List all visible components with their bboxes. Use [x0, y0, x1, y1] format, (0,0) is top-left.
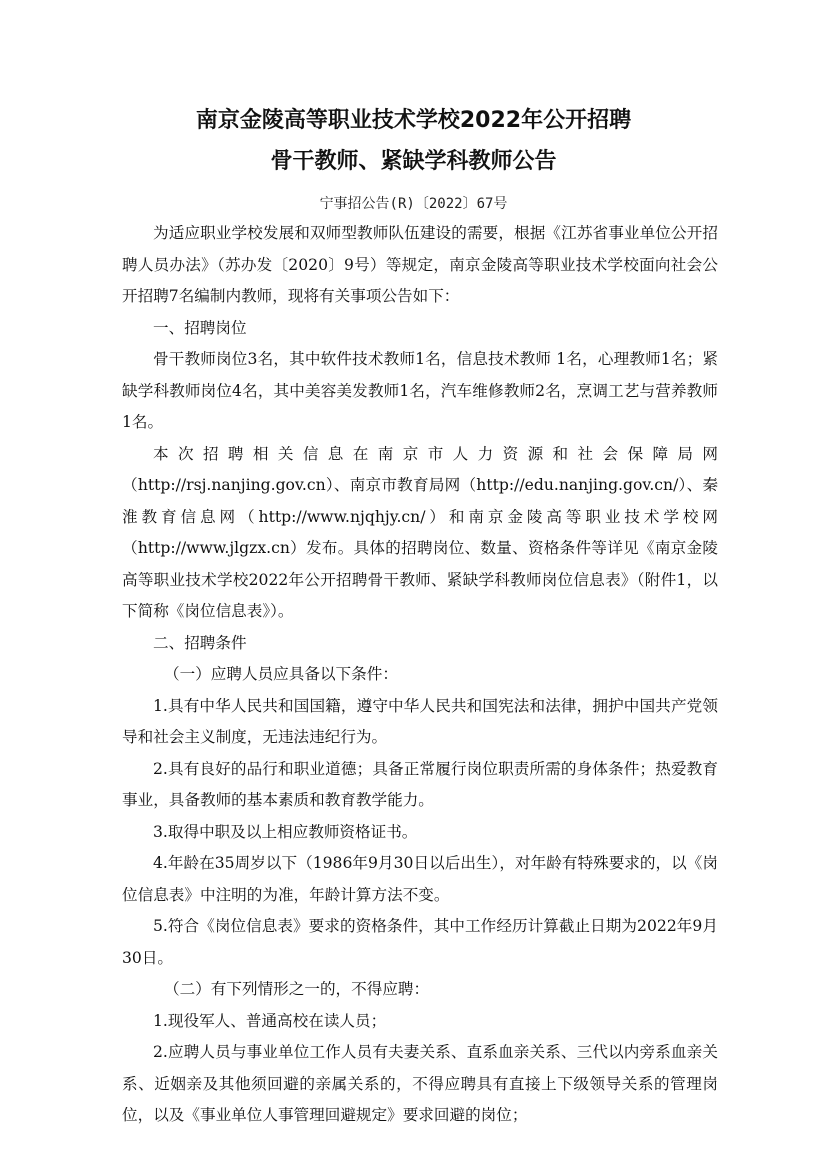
list-item-exclusion-2: 2.应聘人员与事业单位工作人员有夫妻关系、直系血亲关系、三代以内旁系血亲关系、近姻亲及其他须回避的亲属关系的，不得应聘具有直接上下级领导关系的管理岗位，以及《事业单位人事管理回避规定》要求回避的岗位；	[122, 1043, 718, 1124]
list-item-requirement-4: 4.年龄在35周岁以下（1986年9月30日以后出生），对年龄有特殊要求的，以《岗位信息表》中注明的为准，年龄计算方法不变。	[122, 854, 718, 904]
section-heading-positions: 一、招聘岗位	[153, 318, 247, 337]
paragraph-intro: 为适应职业学校发展和双师型教师队伍建设的需要，根据《江苏省事业单位公开招聘人员办法》（苏办发〔2020〕9号）等规定，南京金陵高等职业技术学校面向社会公开招聘7名编制内教师，现将有关事项公告如下：	[122, 224, 718, 305]
paragraph-positions: 骨干教师岗位3名，其中软件技术教师1名，信息技术教师 1名，心理教师1名；紧缺学科教师岗位4名，其中美容美发教师1名，汽车维修教师2名，烹调工艺与营养教师1名。	[122, 350, 718, 431]
list-item-requirement-2: 2.具有良好的品行和职业道德；具备正常履行岗位职责所需的身体条件；热爱教育事业，具备教师的基本素质和教育教学能力。	[122, 759, 718, 809]
list-item-requirement-3: 3.取得中职及以上相应教师资格证书。	[153, 822, 418, 841]
paragraph-info-sources: 本次招聘相关信息在南京市人力资源和社会保障局网（http://rsj.nanjing.gov.cn）、南京市教育局网（http://edu.nanjing.gov.cn/）、秦淮教育信息网（http://www.njqhjy.cn/）和南京金陵高等职业技术学校网（http://www.jlgzx.cn）发布。具体的招聘岗位、数量、资格条件等详见《南京金陵高等职业技术学校2022年公开招聘骨干教师、紧缺学科教师岗位信息表》（附件1，以下简称《岗位信息表》）。	[122, 444, 718, 620]
list-item-requirement-1: 1.具有中华人民共和国国籍，遵守中华人民共和国宪法和法律，拥护中国共产党领导和社会主义制度，无违法违纪行为。	[122, 696, 718, 746]
subsection-heading-requirements: （一）应聘人员应具备以下条件：	[164, 665, 398, 683]
subsection-heading-exclusions: （二）有下列情形之一的，不得应聘：	[164, 980, 430, 998]
document-number: 宁事招公告(R)〔2022〕67号	[319, 196, 508, 212]
document-title-line-2: 骨干教师、紧缺学科教师公告	[270, 149, 557, 174]
list-item-exclusion-1: 1.现役军人、普通高校在读人员；	[153, 1011, 387, 1030]
section-heading-conditions: 二、招聘条件	[153, 633, 247, 652]
document-body	[122, 218, 718, 1132]
document-title-line-1: 南京金陵高等职业技术学校2022年公开招聘	[195, 108, 632, 133]
list-item-requirement-5: 5.符合《岗位信息表》要求的资格条件，其中工作经历计算截止日期为2022年9月30日。	[122, 917, 718, 967]
